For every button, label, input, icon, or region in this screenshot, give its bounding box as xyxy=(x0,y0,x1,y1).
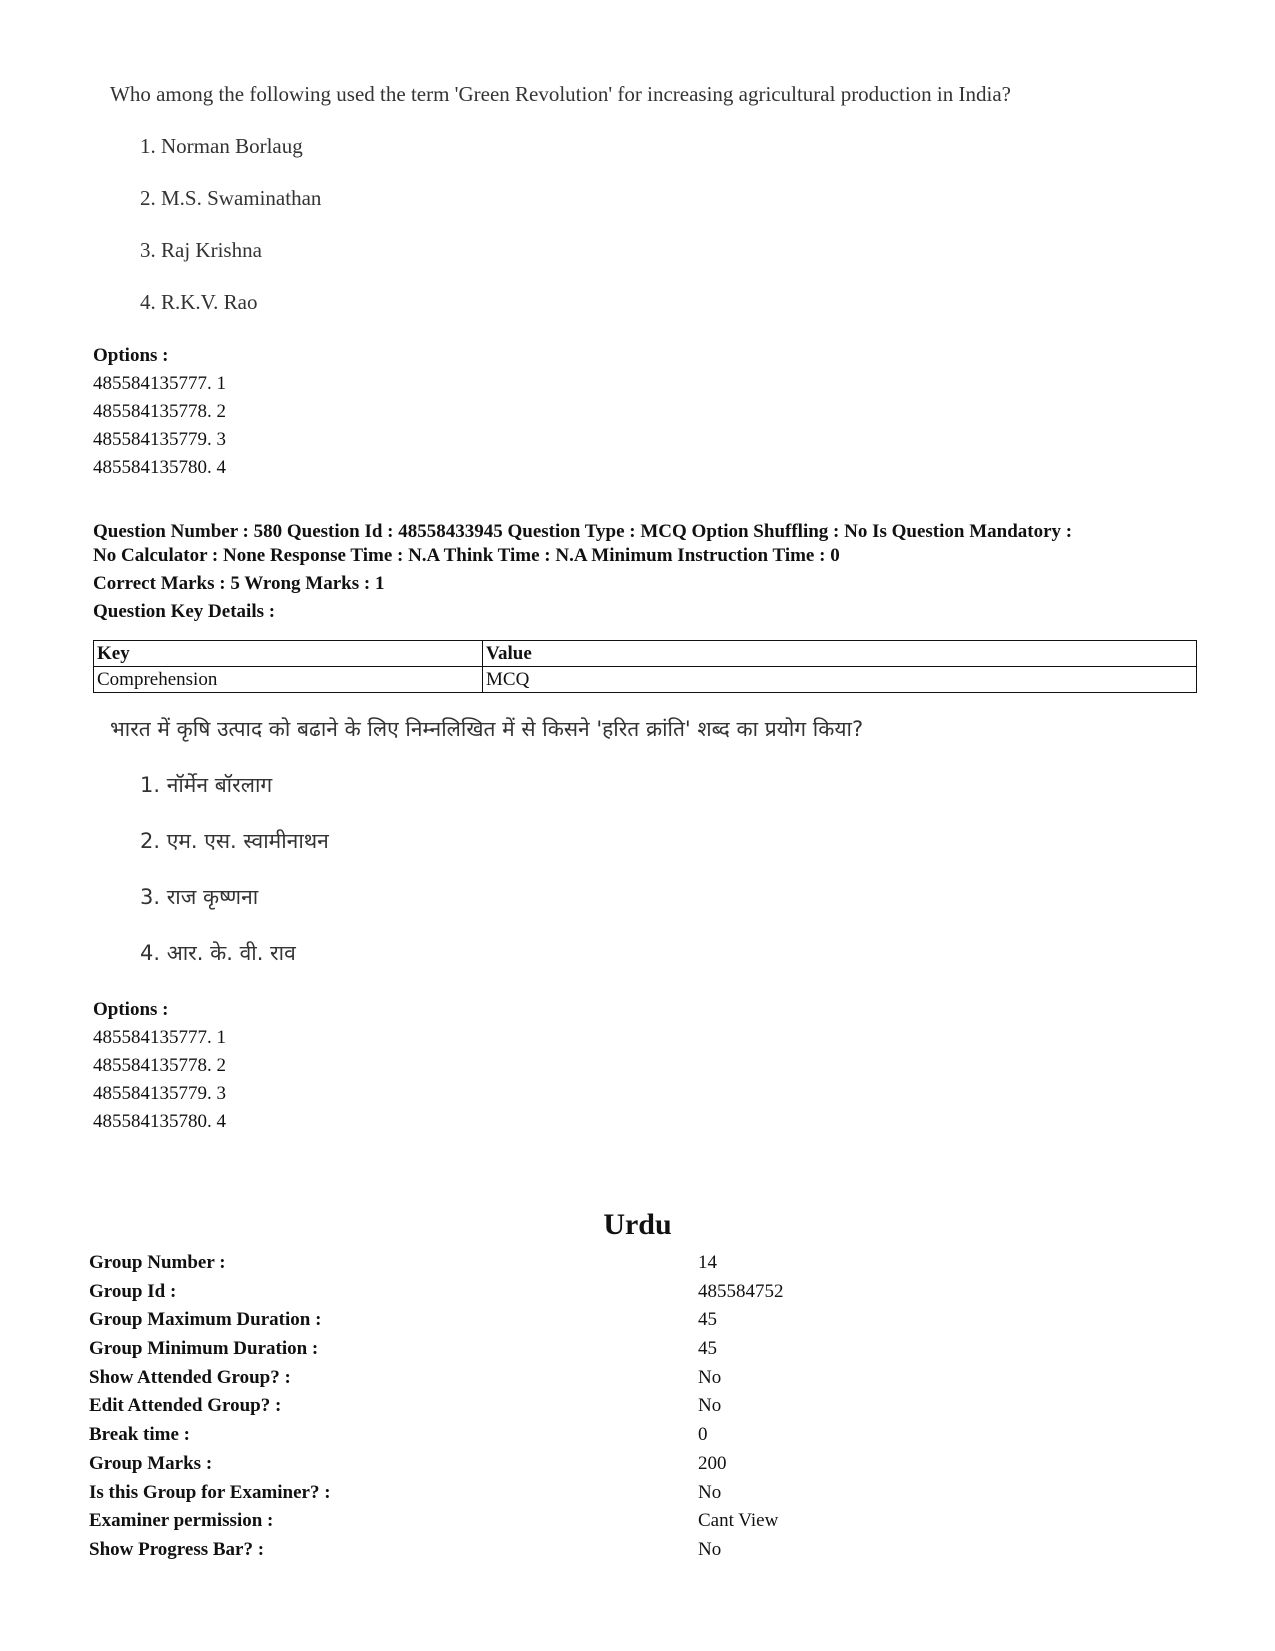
group-value: 14 xyxy=(698,1252,717,1273)
question-choice: 3. राज कृष्णना xyxy=(140,885,259,909)
question-choice: 2. एम. एस. स्वामीनाथन xyxy=(140,829,329,853)
group-label: Is this Group for Examiner? : xyxy=(89,1481,331,1503)
question-key-table xyxy=(93,640,1197,693)
question-choice: 1. Norman Borlaug xyxy=(140,134,303,158)
group-row xyxy=(89,1367,1189,1396)
group-row xyxy=(89,1453,1189,1482)
group-label: Show Attended Group? : xyxy=(89,1366,291,1388)
option-item: 485584135780. 4 xyxy=(93,457,226,478)
group-value: No xyxy=(698,1366,722,1388)
group-label: Group Number : xyxy=(89,1252,226,1273)
group-row xyxy=(89,1252,1189,1281)
group-label: Show Progress Bar? : xyxy=(89,1538,265,1560)
group-value: Cant View xyxy=(698,1510,779,1532)
group-label: Edit Attended Group? : xyxy=(89,1395,282,1417)
table-header-row xyxy=(94,641,1197,667)
options-list xyxy=(93,996,226,1136)
group-label: Group Id : xyxy=(89,1280,177,1302)
question-choice: 4. R.K.V. Rao xyxy=(140,290,258,314)
group-row xyxy=(89,1510,1189,1539)
question-choice: 2. M.S. Swaminathan xyxy=(140,186,322,210)
question-choice: 4. आर. के. वी. राव xyxy=(140,941,296,965)
options-label: Options : xyxy=(93,345,169,366)
group-row xyxy=(89,1395,1189,1424)
group-value: No xyxy=(698,1481,722,1503)
option-item: 485584135778. 2 xyxy=(93,401,226,422)
options-label: Options : xyxy=(93,999,169,1020)
option-item: 485584135780. 4 xyxy=(93,1111,226,1132)
group-value: No xyxy=(698,1395,722,1417)
marks-line: Correct Marks : 5 Wrong Marks : 1 xyxy=(93,573,385,594)
group-value: No xyxy=(698,1538,722,1560)
table-row xyxy=(94,667,1197,693)
group-row xyxy=(89,1482,1189,1511)
group-label: Group Minimum Duration : xyxy=(89,1338,319,1360)
question-image-english xyxy=(110,81,1011,315)
section-title: Urdu xyxy=(603,1208,672,1241)
meta-line-1: Question Number : 580 Question Id : 48558433945 Question Type : MCQ Option Shuffling : No Is Question Mandatory : xyxy=(93,521,1073,542)
group-value: 45 xyxy=(698,1338,717,1360)
key-details-label: Question Key Details : xyxy=(93,601,276,622)
question-choice: 3. Raj Krishna xyxy=(140,238,262,262)
question-stem: Who among the following used the term 'Green Revolution' for increasing agricultural production in India? xyxy=(110,82,1011,106)
table-header-cell: Key xyxy=(94,641,483,667)
group-label: Examiner permission : xyxy=(89,1510,274,1532)
group-label: Group Marks : xyxy=(89,1452,213,1474)
group-row xyxy=(89,1281,1189,1310)
group-value: 485584752 xyxy=(698,1280,784,1302)
group-value: 0 xyxy=(698,1424,708,1446)
question-image-hindi xyxy=(110,716,863,966)
group-label: Group Maximum Duration : xyxy=(89,1309,322,1331)
group-row xyxy=(89,1539,1189,1568)
option-item: 485584135779. 3 xyxy=(93,1083,226,1104)
group-value: 45 xyxy=(698,1309,717,1331)
group-value: 200 xyxy=(698,1452,727,1474)
question-meta xyxy=(93,520,1193,624)
option-item: 485584135779. 3 xyxy=(93,429,226,450)
option-item: 485584135777. 1 xyxy=(93,373,226,394)
group-row xyxy=(89,1424,1189,1453)
table-cell: Comprehension xyxy=(94,667,483,693)
group-info xyxy=(89,1252,1189,1568)
option-item: 485584135777. 1 xyxy=(93,1027,226,1048)
question-choice: 1. नॉर्मेन बॉरलाग xyxy=(140,773,273,797)
option-item: 485584135778. 2 xyxy=(93,1055,226,1076)
question-stem: भारत में कृषि उत्पाद को बढाने के लिए निम्नलिखित में से किसने 'हरित क्रांति' शब्द का प्रयोग किया? xyxy=(110,717,864,741)
table-cell: MCQ xyxy=(483,667,1197,693)
table-header-cell: Value xyxy=(483,641,1197,667)
options-list xyxy=(93,342,226,482)
group-row xyxy=(89,1338,1189,1367)
group-label: Break time : xyxy=(89,1424,190,1446)
group-row xyxy=(89,1309,1189,1338)
meta-line-2: No Calculator : None Response Time : N.A Think Time : N.A Minimum Instruction Time : 0 xyxy=(93,545,840,566)
